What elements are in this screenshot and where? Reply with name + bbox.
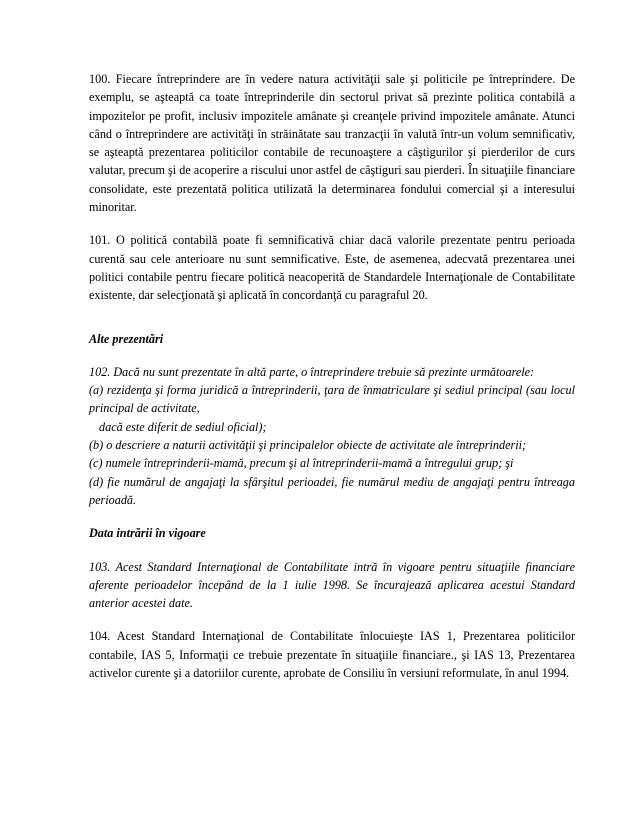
list-item-a: (a) rezidenţa şi forma juridică a întreprinderii, ţara de înmatriculare şi sediul principal (sau locul principal de activitate, [89,383,575,416]
paragraph-102-intro: 102. Dacă nu sunt prezentate în altă parte, o întreprindere trebuie să prezinte următoarele: [89,364,535,379]
paragraph-101: 101. O politică contabilă poate fi semnificativă chiar dacă valorile prezentate pentru perioada curentă sau cele anterioare nu sunt semnificative. Este, de asemenea, adecvată prezentarea unei politici contabile pentru fiecare politică neacoperită de Standardele Internaţionale de Contabilitate existente, dar selecţionată şi aplicată în concordanţă cu paragraful 20. [89,233,575,303]
paragraph-103: 103. Acest Standard Internaţional de Contabilitate intră în vigoare pentru situaţiile financiare aferente perioadelor începând de la 1 iulie 1998. Se încurajează aplicarea acestui Standard anterior acestei date. [89,559,575,611]
list-item-b: (b) o descriere a naturii activităţii şi principalelor obiecte de activitate ale întreprinderii; [89,438,527,453]
paragraph-104: 104. Acest Standard Internaţional de Contabilitate înlocuieşte IAS 1, Prezentarea politicilor contabile, IAS 5, Informaţii ce trebuie prezentate în situaţiile financiare., şi IAS 13, Prezentarea activelor curente şi a datoriilor curente, aprobate de Consiliu în versiuni reformulate, în anul 1994. [89,629,575,681]
list-item-d: (d) fie numărul de angajaţi la sfârşitul perioadei, fie numărul mediu de angajaţi pentru întreaga perioadă. [89,474,575,507]
list-item-c: (c) numele întreprinderii-mamă, precum şi al întreprinderii-mamă a întregului grup; şi [89,456,514,471]
paragraph-102 [89,363,575,509]
list-item-a-continued: dacă este diferit de sediul oficial); [99,419,267,434]
paragraph-100: 100. Fiecare întreprindere are în vedere natura activităţii sale şi politicile pe întreprindere. De exemplu, se aşteaptă ca toate întreprinderile din sectorul privat să prezinte politica contabilă a impozitelor pe profit, inclusiv impozitele amânate şi creanţele privind impozitele amânate. Atunci când o întreprindere are activităţi în străinătate sau tranzacţii în valută într-un volum semnificativ, se aşteaptă prezentarea politicilor contabile de recunoaştere a câştigurilor şi pierderilor de curs valutar, precum şi de acoperire a riscului unor astfel de câştiguri sau pierderi. În situaţiile financiare consolidate, este prezentată politica utilizată la determinarea fondului comercial şi a interesului minoritar. [89,72,575,215]
heading-effective-date: Data intrării în vigoare [89,526,206,541]
document-page [89,70,575,682]
heading-other-disclosures: Alte prezentări [89,331,164,346]
